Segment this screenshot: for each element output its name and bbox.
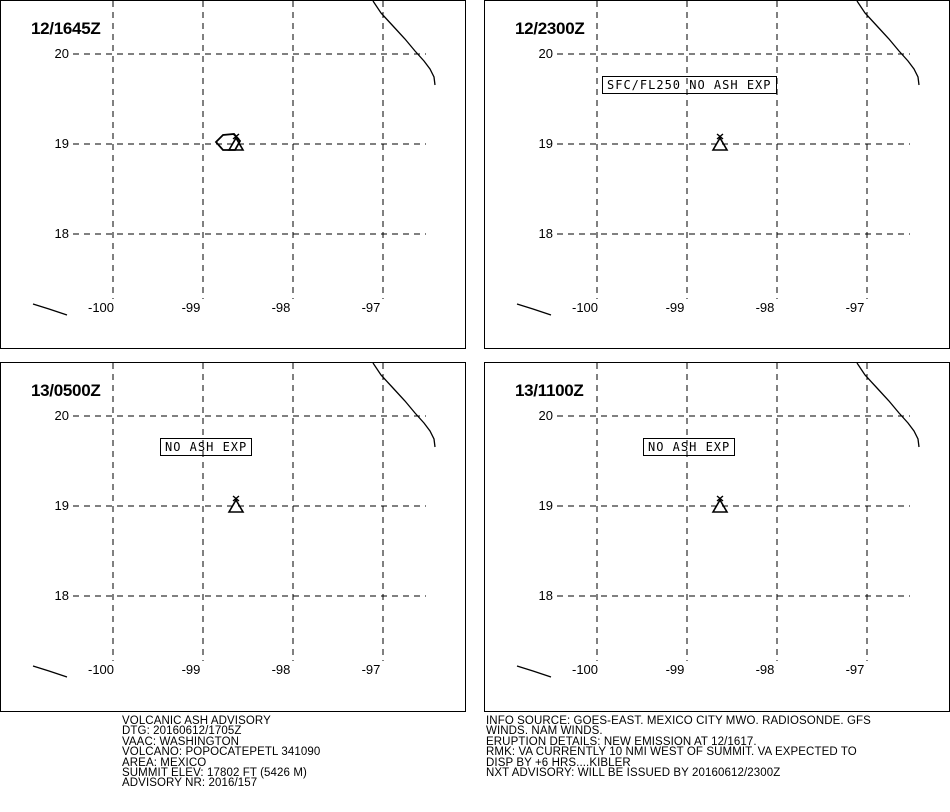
latitude-label: 18 (54, 588, 69, 603)
coastline (517, 666, 551, 677)
coastline (517, 304, 551, 315)
panel-time: 13/0500Z (31, 381, 101, 400)
advisory-line: ERUPTION DETAILS: NEW EMISSION AT 12/1617. (486, 735, 757, 748)
longitude-label: -98 (755, 662, 775, 677)
longitude-label: -97 (845, 300, 865, 315)
latitude-label: 18 (54, 226, 69, 241)
longitude-label: -100 (87, 662, 115, 677)
advisory-line: NXT ADVISORY: WILL BE ISSUED BY 20160612/2300Z (486, 767, 781, 780)
panel-time: 12/1645Z (31, 19, 101, 38)
map-canvas (1, 1, 466, 349)
advisory-header-text (122, 716, 320, 789)
longitude-label: -100 (87, 300, 115, 315)
longitude-label: -99 (181, 662, 201, 677)
advisory-line: INFO SOURCE: GOES-EAST. MEXICO CITY MWO. RADIOSONDE. GFS (486, 715, 871, 727)
latitude-label: 19 (54, 498, 69, 513)
coastline (373, 363, 435, 447)
longitude-label: -97 (361, 662, 381, 677)
longitude-label: -100 (571, 300, 599, 315)
ash-forecast-label: SFC/FL250 NO ASH EXP (602, 76, 777, 94)
latitude-label: 19 (54, 136, 69, 151)
panel-time: 12/2300Z (515, 19, 585, 38)
longitude-label: -99 (665, 662, 685, 677)
advisory-line: RMK: VA CURRENTLY 10 NMI WEST OF SUMMIT. VA EXPECTED TO (486, 746, 857, 759)
longitude-label: -97 (845, 662, 865, 677)
volcano-triangle-icon (229, 496, 243, 512)
longitude-label: -98 (271, 662, 291, 677)
longitude-label: -97 (361, 300, 381, 315)
advisory-line: DTG: 20160612/1705Z (122, 725, 242, 738)
coastline (857, 1, 919, 85)
latitude-label: 20 (54, 46, 69, 61)
map-panel-3 (0, 362, 466, 712)
coastline (33, 666, 67, 677)
map-panel-2 (484, 0, 950, 349)
latitude-label: 19 (538, 498, 553, 513)
map-canvas (485, 1, 950, 349)
latitude-label: 20 (54, 408, 69, 423)
advisory-line: AREA: MEXICO (122, 756, 207, 769)
panel-time: 13/1100Z (515, 381, 584, 400)
advisory-line: WINDS. NAM WINDS. (486, 725, 603, 738)
ash-forecast-label: NO ASH EXP (160, 438, 252, 456)
map-canvas (485, 363, 950, 712)
advisory-details-text (486, 716, 871, 778)
map-canvas (1, 363, 466, 712)
advisory-line: ADVISORY NR: 2016/157 (122, 777, 258, 790)
volcano-triangle-icon (713, 496, 727, 512)
latitude-label: 20 (538, 46, 553, 61)
longitude-label: -100 (571, 662, 599, 677)
advisory-line: VOLCANIC ASH ADVISORY (122, 715, 271, 727)
latitude-label: 19 (538, 136, 553, 151)
longitude-label: -98 (755, 300, 775, 315)
map-panel-1 (0, 0, 466, 349)
advisory-line: VAAC: WASHINGTON (122, 735, 240, 748)
advisory-line: SUMMIT ELEV: 17802 FT (5426 M) (122, 767, 307, 780)
coastline (373, 1, 435, 85)
advisory-line: DISP BY +6 HRS....KIBLER (486, 756, 631, 769)
map-panel-4 (484, 362, 950, 712)
coastline (33, 304, 67, 315)
advisory-line: VOLCANO: POPOCATEPETL 341090 (122, 746, 321, 759)
longitude-label: -99 (665, 300, 685, 315)
ash-forecast-label: NO ASH EXP (643, 438, 735, 456)
latitude-label: 20 (538, 408, 553, 423)
latitude-label: 18 (538, 226, 553, 241)
volcano-triangle-icon (713, 134, 727, 150)
latitude-label: 18 (538, 588, 553, 603)
longitude-label: -99 (181, 300, 201, 315)
longitude-label: -98 (271, 300, 291, 315)
coastline (857, 363, 919, 447)
